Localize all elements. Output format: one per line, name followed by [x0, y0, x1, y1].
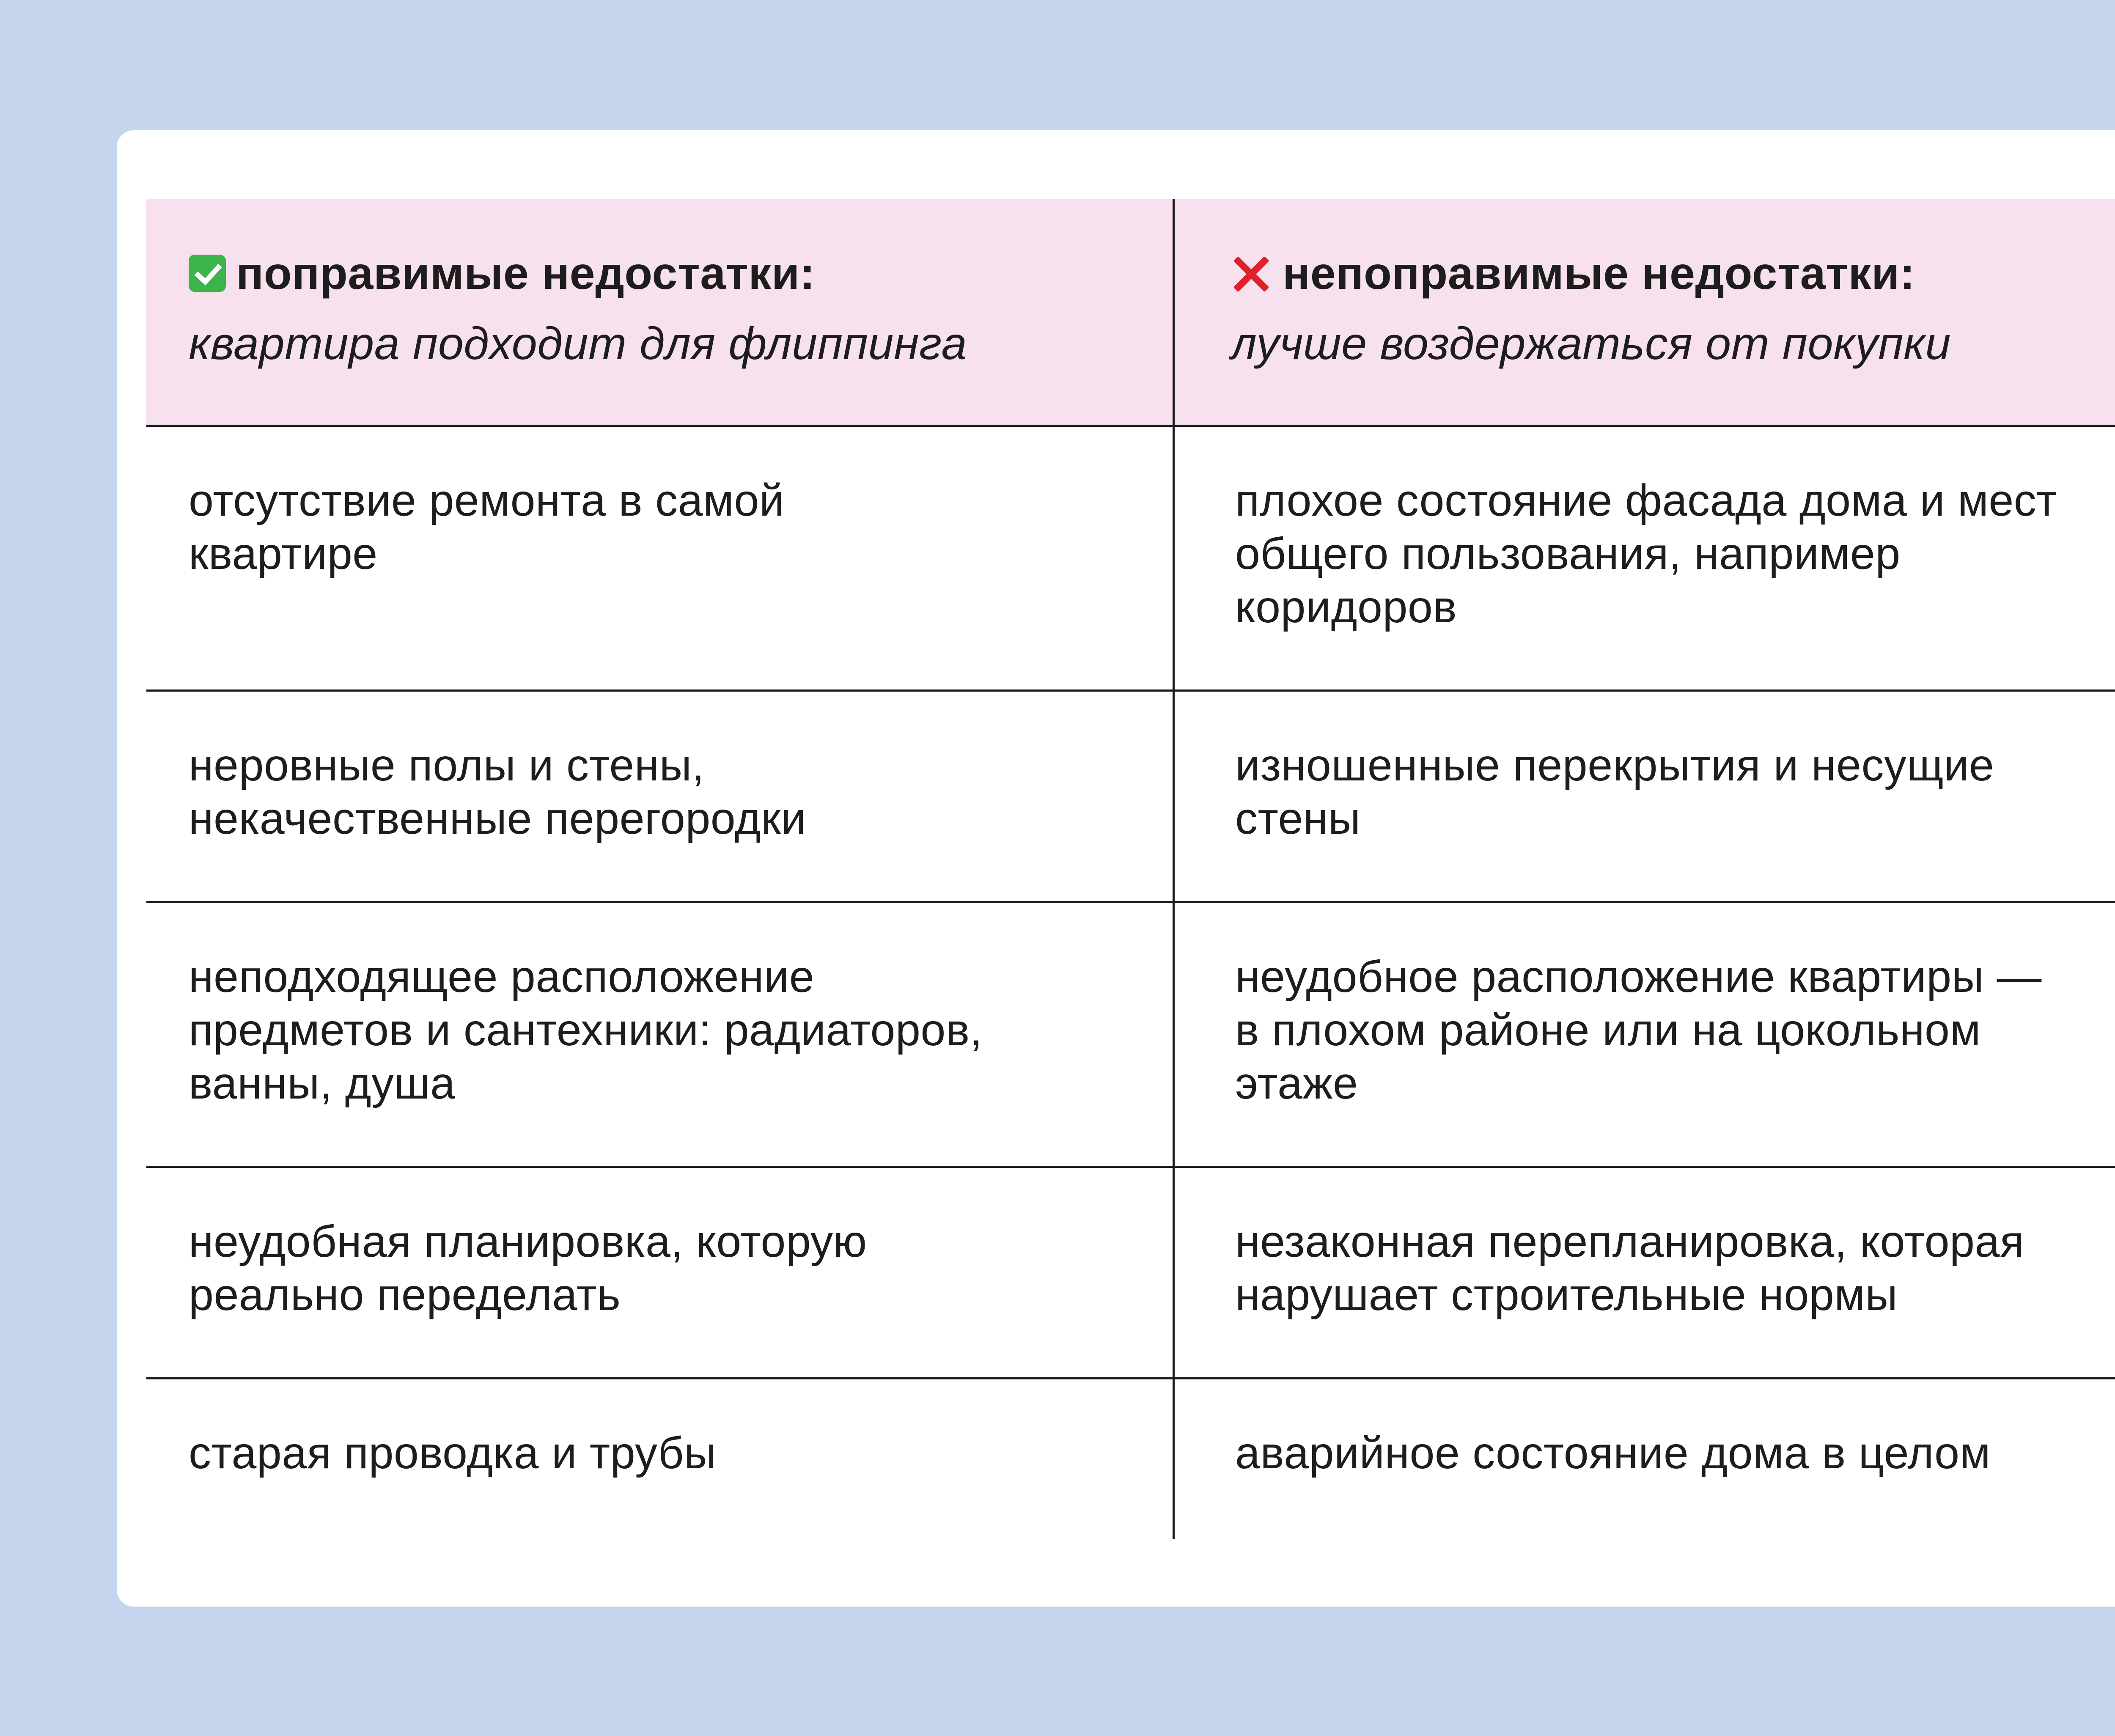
row-1-left-line-1: отсутствие ремонта в самой: [189, 475, 785, 525]
row-3-right-line-3: этаже: [1235, 1058, 1358, 1108]
check-mark-icon: [189, 255, 226, 292]
row-divider: [146, 425, 2115, 427]
row-1-right-line-3: коридоров: [1235, 582, 1457, 632]
comparison-table: [146, 199, 2115, 1539]
row-divider: [146, 1166, 2115, 1168]
row-4-left-cell: [189, 1215, 1119, 1321]
row-1-left-line-2: квартире: [189, 529, 378, 579]
row-3-right-line-1: неудобное расположение квартиры —: [1235, 952, 2042, 1002]
row-5-right-line-1: аварийное состояние дома в целом: [1235, 1428, 1991, 1478]
header-left-cell: [189, 246, 1119, 371]
row-divider: [146, 1377, 2115, 1379]
header-right-subtitle: лучше воздержаться от покупки: [1231, 318, 1951, 369]
table-header: [146, 199, 2115, 425]
cross-mark-icon: [1231, 254, 1270, 293]
row-5-left-line-1: старая проводка и трубы: [189, 1428, 717, 1478]
row-1-right-line-1: плохое состояние фасада дома и мест: [1235, 475, 2057, 525]
comparison-card: [117, 130, 2115, 1607]
row-1-right-line-2: общего пользования, например: [1235, 529, 1901, 579]
row-2-left-cell: [189, 739, 1119, 845]
row-3-left-line-1: неподходящее расположение: [189, 952, 815, 1002]
row-divider: [146, 689, 2115, 692]
row-4-right-line-2: нарушает строительные нормы: [1235, 1270, 1898, 1320]
row-4-left-line-1: неудобная планировка, которую: [189, 1217, 867, 1266]
header-right-title: непоправимые недостатки:: [1283, 247, 1915, 299]
row-2-right-cell: [1235, 739, 2115, 845]
column-divider: [1173, 199, 1175, 1539]
header-left-title-line: [189, 246, 1119, 300]
row-2-right-line-1: изношенные перекрытия и несущие: [1235, 740, 1994, 790]
row-1-right-cell: [1235, 474, 2115, 634]
row-5-left-cell: [189, 1426, 1119, 1480]
row-4-right-cell: [1235, 1215, 2115, 1321]
header-right-title-line: [1231, 246, 2115, 300]
header-right-cell: [1231, 246, 2115, 371]
row-5-right-cell: [1235, 1426, 2115, 1480]
row-4-right-line-1: незаконная перепланировка, которая: [1235, 1217, 2024, 1266]
row-3-left-cell: [189, 950, 1119, 1110]
header-left-title: поправимые недостатки:: [236, 247, 816, 299]
row-2-right-line-2: стены: [1235, 794, 1361, 843]
header-left-subtitle: квартира подходит для флиппинга: [189, 318, 967, 369]
row-2-left-line-1: неровные полы и стены,: [189, 740, 705, 790]
row-2-left-line-2: некачественные перегородки: [189, 794, 806, 843]
row-3-left-line-3: ванны, душа: [189, 1058, 456, 1108]
row-3-right-line-2: в плохом районе или на цокольном: [1235, 1005, 1981, 1055]
row-1-left-cell: [189, 474, 1119, 580]
row-divider: [146, 901, 2115, 903]
row-4-left-line-2: реально переделать: [189, 1270, 621, 1320]
row-3-right-cell: [1235, 950, 2115, 1110]
row-3-left-line-2: предметов и сантехники: радиаторов,: [189, 1005, 983, 1055]
